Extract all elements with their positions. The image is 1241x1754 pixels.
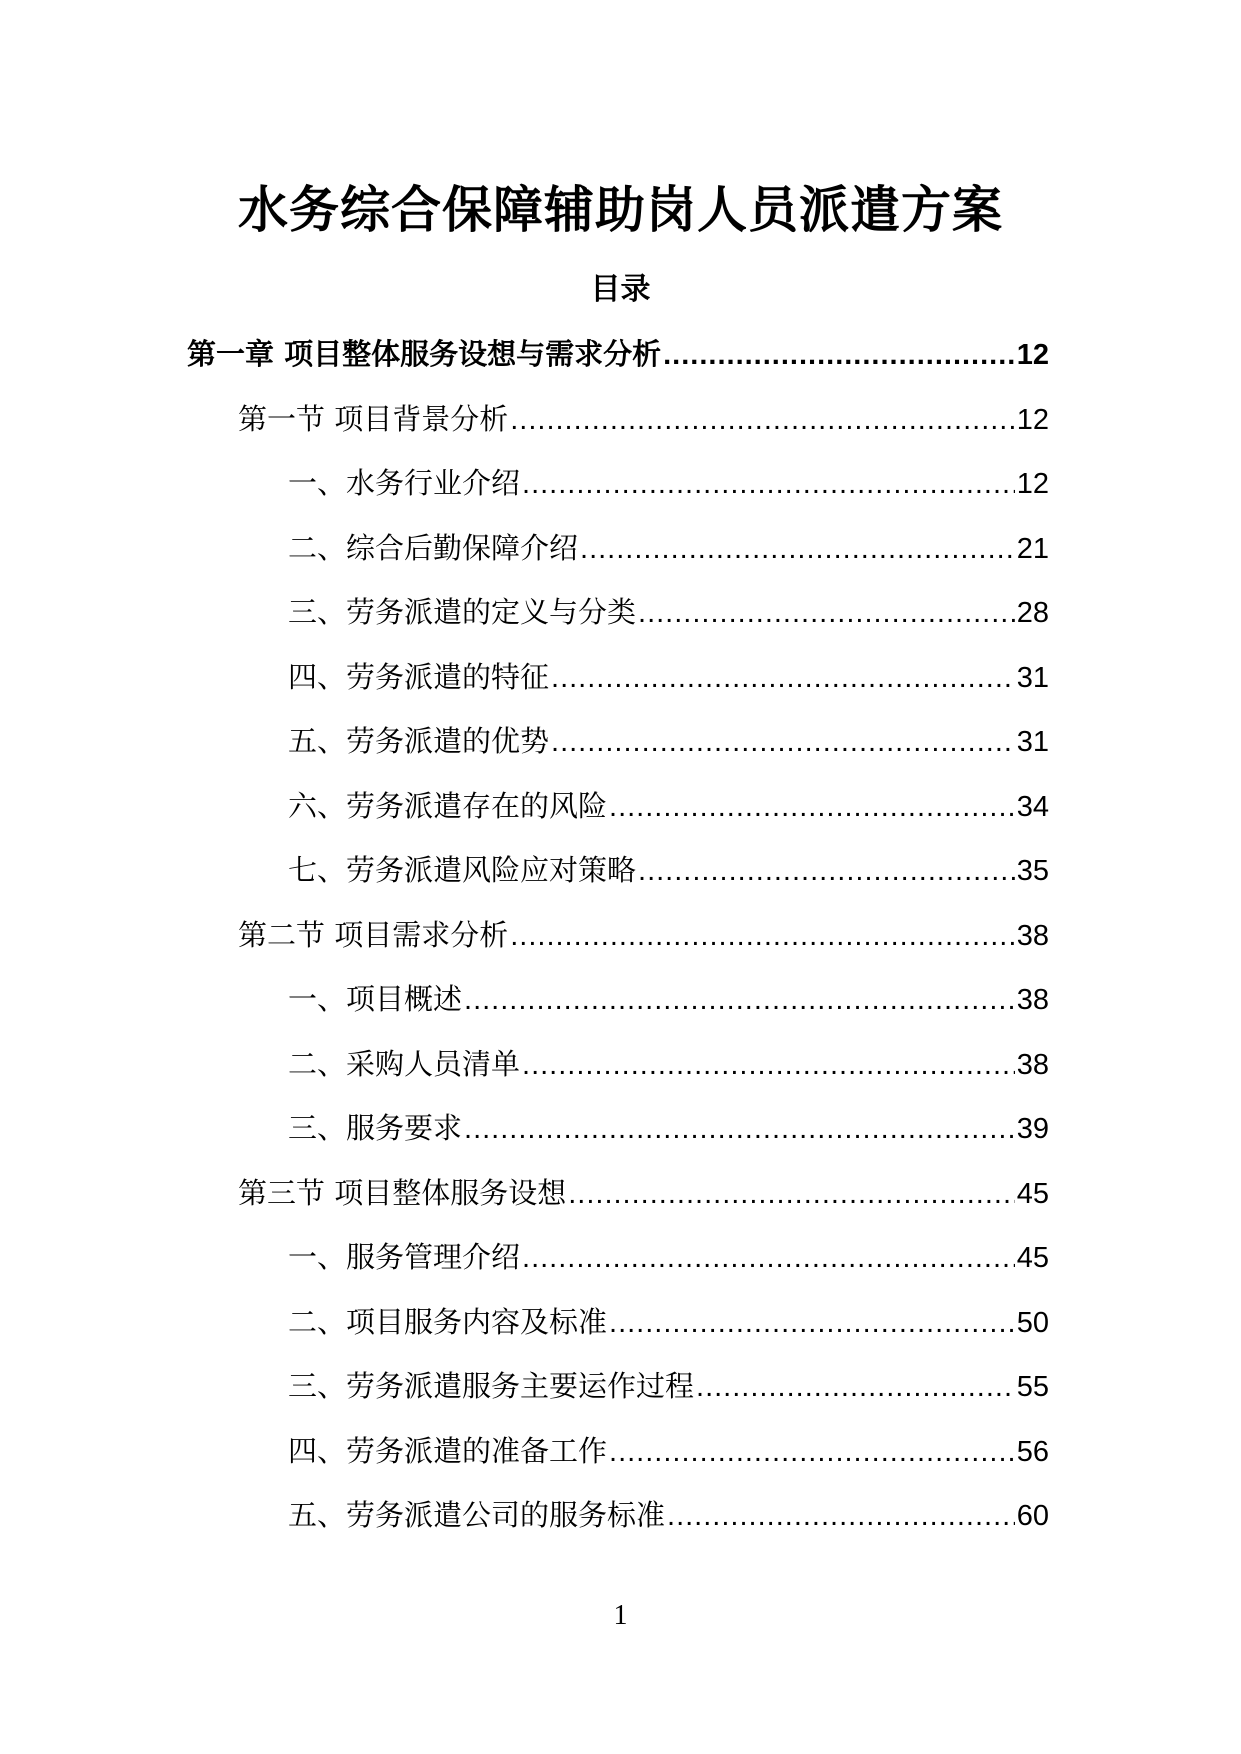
toc-entry[interactable] xyxy=(288,1233,1049,1281)
toc-heading: 目录 xyxy=(590,272,651,307)
toc-entry[interactable] xyxy=(288,1104,1049,1152)
toc-entry[interactable] xyxy=(288,588,1049,636)
toc-entry-label: 一、服务管理介绍 xyxy=(288,1240,521,1274)
toc-entry-label: 第一节 项目背景分析 xyxy=(238,402,509,436)
toc-entry[interactable] xyxy=(288,1298,1049,1346)
toc-entry-page: 38 xyxy=(1016,1049,1049,1081)
toc-dot-leader xyxy=(522,1041,1015,1088)
toc-dot-leader xyxy=(638,847,1015,894)
toc-entry-page: 60 xyxy=(1016,1500,1049,1532)
toc-entry[interactable] xyxy=(238,911,1049,959)
toc-entry[interactable] xyxy=(288,653,1049,701)
toc-entry-page: 39 xyxy=(1016,1113,1049,1145)
toc-entry-page: 28 xyxy=(1016,597,1049,629)
toc-entry-page: 34 xyxy=(1016,791,1049,823)
toc-entry-label: 第二节 项目需求分析 xyxy=(238,918,509,952)
toc-dot-leader xyxy=(510,912,1015,959)
toc-dot-leader xyxy=(551,718,1015,765)
toc-entry-label: 三、服务要求 xyxy=(288,1111,463,1145)
toc-entry-label: 一、水务行业介绍 xyxy=(288,466,521,500)
toc-entry-page: 12 xyxy=(1016,404,1049,436)
toc-dot-leader xyxy=(696,1363,1015,1410)
toc-entry[interactable] xyxy=(288,846,1049,894)
toc-entry-label: 二、采购人员清单 xyxy=(288,1047,521,1081)
toc-entry-label: 三、劳务派遣的定义与分类 xyxy=(288,595,637,629)
toc-entry-label: 二、项目服务内容及标准 xyxy=(288,1305,608,1339)
toc-entry[interactable] xyxy=(187,330,1049,378)
toc-entry-page: 31 xyxy=(1016,662,1049,694)
toc-entry[interactable] xyxy=(238,1169,1049,1217)
toc-entry[interactable] xyxy=(288,1362,1049,1410)
toc-entry-label: 五、劳务派遣公司的服务标准 xyxy=(288,1498,666,1532)
toc-dot-leader xyxy=(609,1299,1015,1346)
toc-dot-leader xyxy=(510,396,1015,443)
toc-dot-leader xyxy=(522,460,1015,507)
toc-entry-page: 45 xyxy=(1016,1178,1049,1210)
toc-entry-page: 55 xyxy=(1016,1371,1049,1403)
toc-dot-leader xyxy=(464,976,1015,1023)
toc-entry-page: 12 xyxy=(1016,339,1049,371)
toc-entry-label: 四、劳务派遣的特征 xyxy=(288,660,550,694)
toc-dot-leader xyxy=(638,589,1015,636)
toc-dot-leader xyxy=(580,525,1015,572)
toc-entry[interactable] xyxy=(288,782,1049,830)
toc-entry-page: 50 xyxy=(1016,1307,1049,1339)
toc-dot-leader xyxy=(667,1492,1015,1539)
toc-entry[interactable] xyxy=(288,1040,1049,1088)
toc-entry-page: 38 xyxy=(1016,984,1049,1016)
toc-entry[interactable] xyxy=(238,395,1049,443)
toc-entry-page: 35 xyxy=(1016,855,1049,887)
toc-entry-page: 56 xyxy=(1016,1436,1049,1468)
toc-entry[interactable] xyxy=(288,975,1049,1023)
toc-entry[interactable] xyxy=(288,459,1049,507)
page-number: 1 xyxy=(613,1600,628,1631)
toc-entry-label: 第三节 项目整体服务设想 xyxy=(238,1176,567,1210)
toc-dot-leader xyxy=(464,1105,1015,1152)
toc-entry-label: 二、综合后勤保障介绍 xyxy=(288,531,579,565)
toc-dot-leader xyxy=(609,783,1015,830)
toc-entry[interactable] xyxy=(288,717,1049,765)
toc-dot-leader xyxy=(663,331,1015,378)
toc-entry-page: 38 xyxy=(1016,920,1049,952)
toc-entry-label: 六、劳务派遣存在的风险 xyxy=(288,789,608,823)
toc-entry[interactable] xyxy=(288,524,1049,572)
toc-entry-label: 一、项目概述 xyxy=(288,982,463,1016)
toc-entry-label: 四、劳务派遣的准备工作 xyxy=(288,1434,608,1468)
toc-dot-leader xyxy=(522,1234,1015,1281)
toc-entry-page: 21 xyxy=(1016,533,1049,565)
toc-entry-label: 三、劳务派遣服务主要运作过程 xyxy=(288,1369,695,1403)
toc-dot-leader xyxy=(568,1170,1015,1217)
toc-entry-page: 12 xyxy=(1016,468,1049,500)
toc-entry-page: 45 xyxy=(1016,1242,1049,1274)
toc-entry-page: 31 xyxy=(1016,726,1049,758)
toc-dot-leader xyxy=(551,654,1015,701)
toc-entry-label: 第一章 项目整体服务设想与需求分析 xyxy=(187,337,662,371)
toc-entry[interactable] xyxy=(288,1491,1049,1539)
toc-entry-label: 七、劳务派遣风险应对策略 xyxy=(288,853,637,887)
toc-entry[interactable] xyxy=(288,1427,1049,1475)
document-title: 水务综合保障辅助岗人员派遣方案 xyxy=(238,181,1003,239)
toc-dot-leader xyxy=(609,1428,1015,1475)
toc-entry-label: 五、劳务派遣的优势 xyxy=(288,724,550,758)
